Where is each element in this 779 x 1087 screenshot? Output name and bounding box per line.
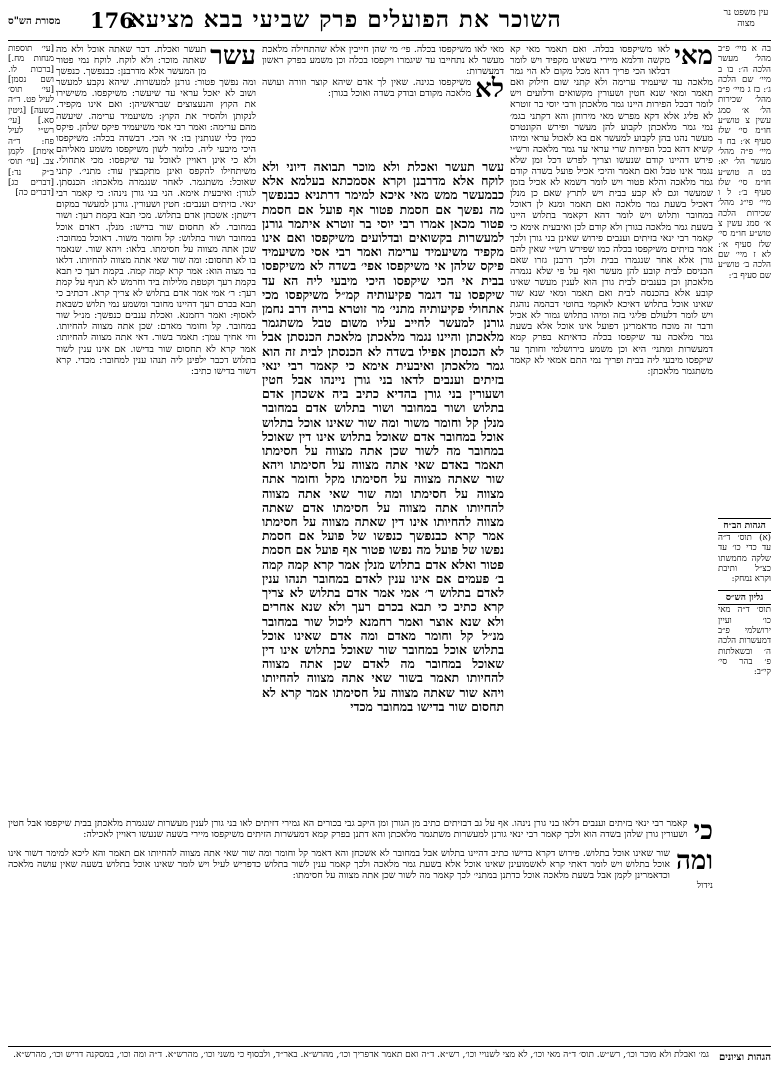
footer-text: גמ׳ ואבלת ולא מוכר וכו׳, רש״ש. תוס׳ ד״ה מאי וכו׳, לא מצי לשנויי וכו׳, רש״א. ד״ה ואם תאמר אדפריך וכו׳, מהרש״א. באר״ד, ולבסוף כי משני וכו׳, מהרש״א. ד״ה ומה וכו׳, במסקנה דריש וכו׳, מהרש״א. (13, 1050, 709, 1060)
mesoret-hashas-label: מסורת הש"ס (8, 16, 61, 27)
bottom-text-1: קאמר רבי ינאי בזיתים וענבים דלאו בני גורן נינהו. אף על גב דבזיתים כתיב מן הגורן ומן היקב גבי בכורים הא גמירי דזיתים לאו בני גורן לענין מעשרות שנגמרת מלאכתן בבית שיקפסו אבל חטין ושעורין גורן שלהן בשדה הוא ולכך קאמר רבי ינאי גורנן למעשרות משתגמר מלאכתן והא דתנן בפרק קמא דמעשרות הזיתים משיקפסו מיירי בשעה שנעשו ראויין לאכילה: (8, 818, 688, 841)
gemara-text: עשר תעשר ואכלת ולא מוכר תבואה דיוני ולא לוקח אלא מדרבנן וקרא אסמכתא בעלמא אלא כבמעשר ממש מאי איכא למימר דרתניא כבנפשך מה נפשך אם חסמת פטור אף פועל אם חסמת פטור מכאן אמרו רבי יוסי בר זוטרא איתמר גורנן למעשרות בקשואים ובדלועים משיקפסו ואם אינו מקפיד משיעמיד ערימה ואמר רבי אסי משיעמיד פיקס שלהן אי משיקפסו אפי׳ בשדה לא משיקפסו בבית אי הכי שיקפסו היכי מיבעי ליה הא עד שיקפסו עד דגמר פקיעותיה קמ״ל משיקפסו מכי אתחולי פקיעותיה מתני׳ מר זוטרא בריה דרב נחמן גורנן למעשר לחייב עליו משום טבל משתגמר מלאכתן והיינו נגמר מלאכתן מלאכת הכנסתן אבל לא הכנסתן אפילו בשדה לא הכנסתן לבית זה הוא גמר מלאכתן ואיבעית אימא כי קאמר רבי ינאי בזיתים וענבים לדאו בני גורן ניינהו אבל חטין ושעורין בני גורן בהדיא כתיב ביה אשכחן אדם בתלוש ושור במחובר ושור בתלוש אדם במחובר מנלן קל וחומר משור ומה שור שאינו אוכל בתלוש אוכל במחובר אדם שאוכל בתלוש אינו דין שאוכל במחובר מה לשור שכן אתה מצווה על חסימתו תאמר באדם שאי אתה מצווה על חסימתו ויהא שור שאתה מצווה על חסימתו מקל וחומר אתה מצווה על חסימתו ומה שור שאי אתה מצווה להחיותו אתה מצווה על חסימתו אדם שאתה מצווה להחיותו אינו דין שאתה מצווה על חסימתו אמר קרא כבנפשך כנפשו של פועל אם חסמת נפשו של פועל מה נפשו פטור אף פועל אם חסמת פטור ואלא אדם בתלוש מנלן אמר קרא קמה קמה ב׳ פעמים אם אינו ענין לאדם במחובר תנהו ענין לאדם בתלוש ר׳ אמי אמר אדם בתלוש לא צריך קרא כתיב כי תבא בכרם רעך ולא שנא אחרים ולא שנא אוצר ואמר רחמנא ליכול שור במחובר מנ״ל קל וחומר מאדם ומה אדם שאינו אוכל בתלוש אוכל במחובר שור שאוכל בתלוש אינו דין שאוכל במחובר מה לאדם שכן אתה מצווה להחיותו תאמר בשור שאי אתה מצווה להחיותו ויהא שור שאתה מצווה על חסימתו אמר קרא לא תחסום שור בדישו במחובר מכדי (262, 160, 504, 714)
haggahot-box (718, 518, 771, 678)
bottom-text-2: שור שאינו אוכל בתלוש. פירוש דקרא בדישו כתיב דהיינו בתלוש אבל במחובר לא אשכחן והא דאמר קל וחומר ומה שור שאי אתה מצווה להחיותו אם תאמר והא ליכא למימר דשור אינו אוכל בתלוש ויש לומר דאתי קרא לאשמועינן שאינו אוכל אלא בשעת גמר מלאכה ולכך קאמר ענין לשור בתלוש כדפריש לעיל ויש לומר שאינו אוכל בתלוש בשעה שאין עושה מלאכה וכדאמרינן לקמן אבל בשעת מלאכה אוכל כדתנן במתני׳ לכך קאמר מה לשור שכן אתה מצווה על חסימתו: (8, 848, 670, 882)
rashi-column (56, 44, 256, 814)
gemara-head (262, 44, 504, 156)
haggahot-title: הגהות הב״ח (718, 518, 771, 533)
ein-mishpat-entries: בה א מיי׳ פ״ב מהל׳ מעשר הלכה ה׳: בו ב מיי׳ שם הלכה ג׳: בז ג מיי׳ פ״ב מהל׳ שכירות הל׳ א׳ סמג עשין צ טוש״ע חו״מ סי׳ שלז סעיף א׳: בח ד מיי׳ פ״ה מהל׳ מעשר הל׳ יא: בט ה טוש״ע חו״מ סי׳ שלז סעיף ב׳: ל ו מיי׳ פי״ג מהל׳ שכירות הלכה א׳ סמג עשין צ טוש״ע חו״מ סי׳ שלז סעיף א׳: לא ז מיי׳ שם הלכה ב׳ טוש״ע שם סעיף ב׳: (718, 44, 771, 281)
header-divider (8, 40, 771, 41)
rashi-lead-word: עשר (210, 44, 256, 71)
tosafot-lead-word: מאי (674, 44, 713, 71)
gilyon-title: גליון הש״ס (718, 590, 771, 605)
mesoret-text: [עי׳ תוספות מנחות מח.] [ברכות לו. ושם נסמן] [עי׳ תוס׳ לעיל פט. ד״ה בשעה] [גיטין סא.] [עי׳ רש״י לעיל פח: ד״ה אימת] לקמן צב. [עי׳ תוס׳ ב״ק נד:] [דברים כג] [דברים כה] (8, 44, 54, 199)
page-title: השוכר את הפועלים פרק שביעי בבא מציעא (130, 6, 562, 33)
tosafot-text: לאו משיקפסו בכלה. ואם תאמר מאי קא מקשה ודלמא מיירי בשאינו מקפיד ויש לומר דבלאו הכי פריך דהא מכל מקום לא הוי גמר מלאכה עד שיעמיד ערימה ולא קתני שום חילוק ואם תאמר ומאי שנא חטין ושעורין מקשואים ודלועים ויש לומר דבכל הפירות היינו גמר מלאכתן ורבי יוסי בר זוטרא לא פליג אלא דקא מפרש מאי מירוחן והא דקתני בגמ׳ נמי גמר מלאכתן לקבוע להן מעשר ופירש הקונטרס מעשר נהגו בהן לקבוע למעשר אם בא לאכול עראי ומיהו קשיא דהא בכל הפירות שרי עראי עד גמר מלאכה ורש״י פירש דהיינו קודם שנעשו וצריך לפרש דכל זמן שלא נגמר אינו טבל ואם תאמר והיכי אכיל פועל בשדה קודם גמר מלאכה והלא פטור ויש לומר דשמא לא אכיל בזמן שמעשר וגם לא קבע בבית ויש לתרץ שאם כן מנלן דאכיל בשעת גמר מלאכה ואם תאמר ומנא לן דאוכל במחובר ותלוש ויש לומר דהא דקאמר בתלוש היינו בשעת גמר מלאכה בגורן ולא קודם לכן ואיבעית אימא כי קאמר רבי ינאי בזיתים וענבים פירוש שאינן בני גורן ולכך אמר בזיתים משיקפסו בכלה כמו שפירש רש״י שאין להם גורן אלא אחר שנגמרו בבית ולכך דרבנן גזרו שאם הכניסם לבית קובע להן מעשר ואף על פי שלא נגמרה מלאכתן וכן בענבים לבית גורן הוא לענין מעשר שאינו קובע אלא בהכנסה לבית ואם תאמר ומאי שנא שור שאינו אוכל בתלוש דאיכא לאוקמי בחוטי דבהמה נוהגת ויש לומר דלעולם פליגי בזה ומיהו בתלוש גמור לא אכיל ודבר זה מוכח מדאמרינן דפועל אינו אוכל אלא בשעת גמר מלאכה עד שיקפסו בכלה כדאיתא בפרק קמא דמעשרות ומתני׳ היא וכן משמע בירושלמי וחותך עד שיקפסו מיבעי ליה בבית ופריך נמי התם אמאי לא קאמר משתגמר מלאכתן: (510, 44, 713, 377)
gemara-lead-word: לא (475, 74, 504, 105)
gemara-lead-rest: משיקפסו בגינה. שאין לך אדם שיהא קוצר וזורה ועושה מלאכה מקודם ובודק בשדה ואוכל בגורן: (262, 77, 472, 100)
ein-mishpat-label: עין משפט נר מצוה (723, 8, 769, 29)
catchword: נידול (696, 881, 713, 892)
gilyon-text: תוס׳ ד״ה מאי כו׳ ועיין ירושלמי פ״ב דמעשרות הלכה ה׳ ובשאלתות פ׳ בהר סי׳ קי״ב: (718, 605, 771, 678)
bottom-lead-word-2: ומה (675, 846, 713, 876)
page-number: 176 (90, 8, 134, 33)
bottom-tosafot-band (8, 818, 713, 1040)
tosafot-column (510, 44, 713, 814)
footer (8, 1050, 771, 1082)
footer-label: הגהות וציונים (718, 1052, 771, 1063)
mesoret-hashas-column (8, 44, 54, 804)
rashi-text: תעשר ואכלת. דבר שאתה אוכל ולא מה שאתה מוכר: ולא לוקח. לוקח נמי פטור מן המעשר אלא מדרבנן: כבנפשך. כנפשך ומה נפשך פטור: גורנן למעשרות. שיהא נקבע למעשר ושוב לא יאכל עראי עד שיעשר: משיקפסו. משישירו את הקוץ והנעצוצים שבראשיהן: ואם אינו מקפיד. לנקותן ולהסיר את הקוץ: משיעמיד ערימה. שיעשה מהם ערימה: ואמר רבי אסי משיעמיד פיקס שלהן. פיקס כמין כלי שנותנין בו: אי הכי. דבשדה בכלה: משיקפסו היכי מיבעי ליה. כלומר לשון משיקפסו משמע מאליהם ולא כי אינן ראויין לאוכל עד שיקפסו: מכי אתחולי. משיתחילו להקפס ואינן מתקבצין עוד: מתני׳. קתני שאוכל: משתגמר. לאחר שנגמרה מלאכתו: הכנסתן. לגורן: ואיבעית אימא. הני בני גורן נינהו: כי קאמר רבי ינאי. בזיתים וענבים: חטין ושעורין. גורנן למעשר במקום דישתן: אשכחן אדם בתלוש. מכי תבא בקמת רעך: ושור במחובר. לא תחסום שור בדישו: מנלן. דאדם אוכל במחובר ושור בתלוש: קל וחומר משור. דאוכל במחובר: שכן אתה מצווה על חסימתו. בלאו: ויהא שור. שנאמר בו לא תחסום: ומה שור שאי אתה מצווה להחיותו. דלאו בר מצוה הוא: אמר קרא קמה קמה. בקמת רעך כי תבא בקמת רעך וקטפת מלילות ביד וחרמש לא תניף על קמת רעך: ר׳ אמי אמר אדם בתלוש לא צריך קרא. דכתיב כי תבא בכרם רעך דהיינו מחובר ומשמע נמי תלוש כשבאת לאסוף: ואמר רחמנא. ואכלת ענבים כנפשך: מנ״ל שור במחובר. קל וחומר מאדם: שכן אתה מצווה להחיותו. וחי אחיך עמך: תאמר בשור. דאי אתה מצווה להחיותו: אמר קרא לא תחסום שור בדישו. אם אינו ענין לשור בתלוש דכבר ילפינן ליה תנהו ענין למחובר: מכדי. קרא דשור בדישו כתיב: (56, 44, 256, 377)
page-header (8, 6, 771, 40)
gemara-main-text (262, 160, 504, 800)
gemara-head-text: מאי לאו משיקפסו בכלה. פי׳ מי שהן חייבין אלא שהתחילה מלאכת מעשר לא נתחייבו עד שיגמרו ויקפסו בכלה וכן משמע בפרק ראשון דמעשרות: (262, 44, 504, 78)
footer-divider (8, 1046, 771, 1047)
bottom-lead-word: כי (693, 818, 713, 846)
haggahot-text: (א) תוס׳ ד״ה עד כדי כו׳ עד שלקה מחמשתו כצ״ל ותיבת וקרא נמחק: (718, 533, 771, 585)
